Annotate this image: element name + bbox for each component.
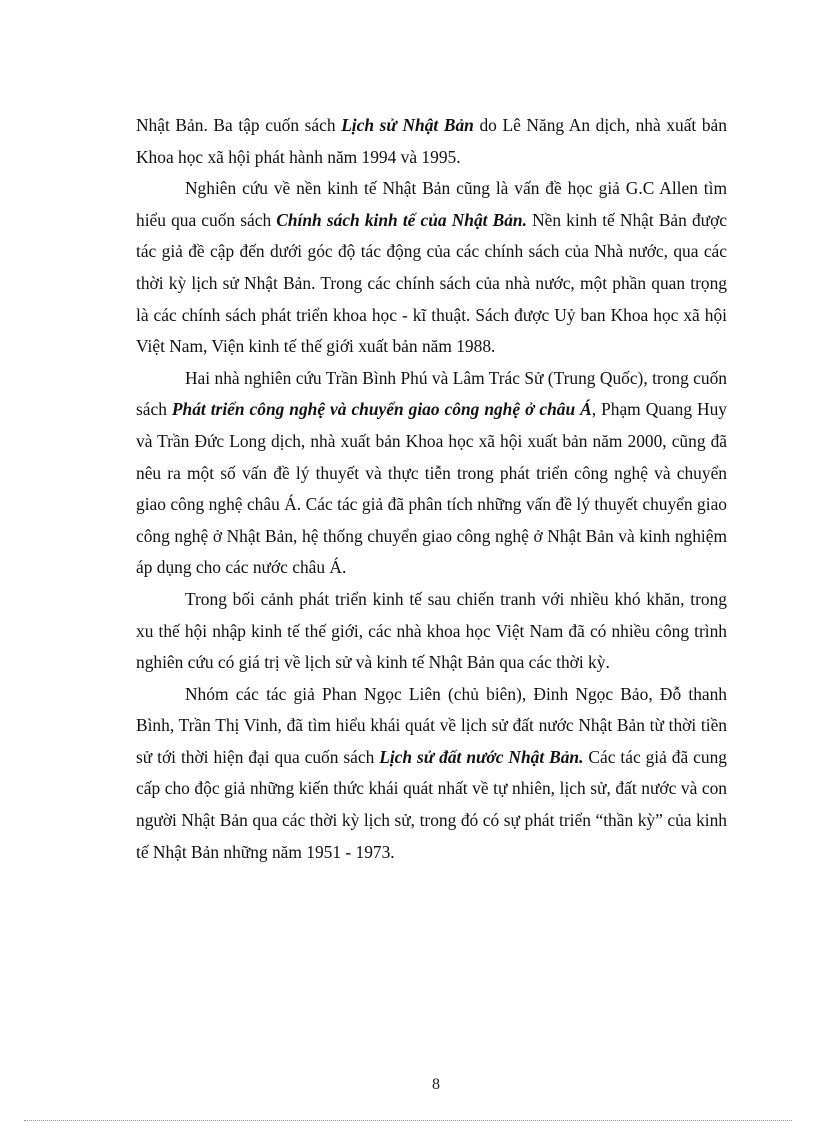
paragraph <box>136 679 727 869</box>
paragraph-text: Hai nhà nghiên cứu Trần Bình Phú và Lâm Trác Sử (Trung Quốc), trong cuốn sách <box>136 367 727 420</box>
paragraph <box>136 110 727 173</box>
paragraph-text: Nhật Bản. Ba tập cuốn sách <box>136 115 342 135</box>
paragraph-text: , Phạm Quang Huy và Trần Đức Long dịch, nhà xuất bản Khoa học xã hội xuất bản năm 2000, cũng đã nêu ra một số vấn đề lý thuyết và thực tiễn trong phát triển công nghệ và chuyển giao công nghệ châu Á. Các tác giả đã phân tích những vấn đề lý thuyết chuyển giao công nghệ ở Nhật Bản, hệ thống chuyển giao công nghệ ở Nhật Bản và kinh nghiệm áp dụng cho các nước châu Á. <box>136 399 728 578</box>
page-number: 8 <box>432 1076 440 1093</box>
document-body <box>136 110 727 868</box>
paragraph-text: do Lê Năng An dịch, nhà xuất bản Khoa học xã hội phát hành năm 1994 và 1995. <box>136 115 727 167</box>
paragraph-text: Nhóm các tác giả Phan Ngọc Liên (chủ biên), Đinh Ngọc Bảo, Đỗ thanh Bình, Trần Thị Vinh, đã tìm hiểu khái quát về lịch sử đất nước Nhật Bản từ thời tiền sử tới thời hiện đại qua cuốn sách <box>136 683 727 767</box>
book-title: Lịch sử đất nước Nhật Bản. <box>379 746 584 767</box>
book-title: Lịch sử Nhật Bản <box>341 115 474 135</box>
paragraph <box>136 363 727 584</box>
paragraph-text: Các tác giả đã cung cấp cho độc giả những kiến thức khái quát nhất về tự nhiên, lịch sử, đất nước và con người Nhật Bản qua các thời kỳ lịch sử, trong đó có sự phát triển “thần kỳ” của kinh tế Nhật Bản những năm 1951 - 1973. <box>136 746 727 862</box>
paragraph-text: Nghiên cứu về nền kinh tế Nhật Bản cũng là vấn đề học giả G.C Allen tìm hiểu qua cuốn sách <box>136 178 727 230</box>
book-title: Chính sách kinh tế của Nhật Bản. <box>276 209 527 230</box>
paragraph-text: Nền kinh tế Nhật Bản được tác giả đề cập đến dưới góc độ tác động của các chính sách của Nhà nước, qua các thời kỳ lịch sử Nhật Bản. Trong các chính sách của nhà nước, một phần quan trọng là các chính sách phát triển khoa học - kĩ thuật. Sách được Uỷ ban Khoa học xã hội Việt Nam, Viện kinh tế thế giới xuất bản năm 1988. <box>136 209 728 357</box>
page-bottom-divider <box>24 1120 792 1121</box>
paragraph <box>136 584 727 679</box>
paragraph-text: Trong bối cảnh phát triển kinh tế sau chiến tranh với nhiều khó khăn, trong xu thế hội nhập kinh tế thế giới, các nhà khoa học Việt Nam đã có nhiều công trình nghiên cứu có giá trị về lịch sử và kinh tế Nhật Bản qua các thời kỳ. <box>136 588 727 673</box>
paragraph <box>136 173 727 363</box>
book-title: Phát triển công nghệ và chuyển giao công nghệ ở châu Á <box>171 399 592 420</box>
